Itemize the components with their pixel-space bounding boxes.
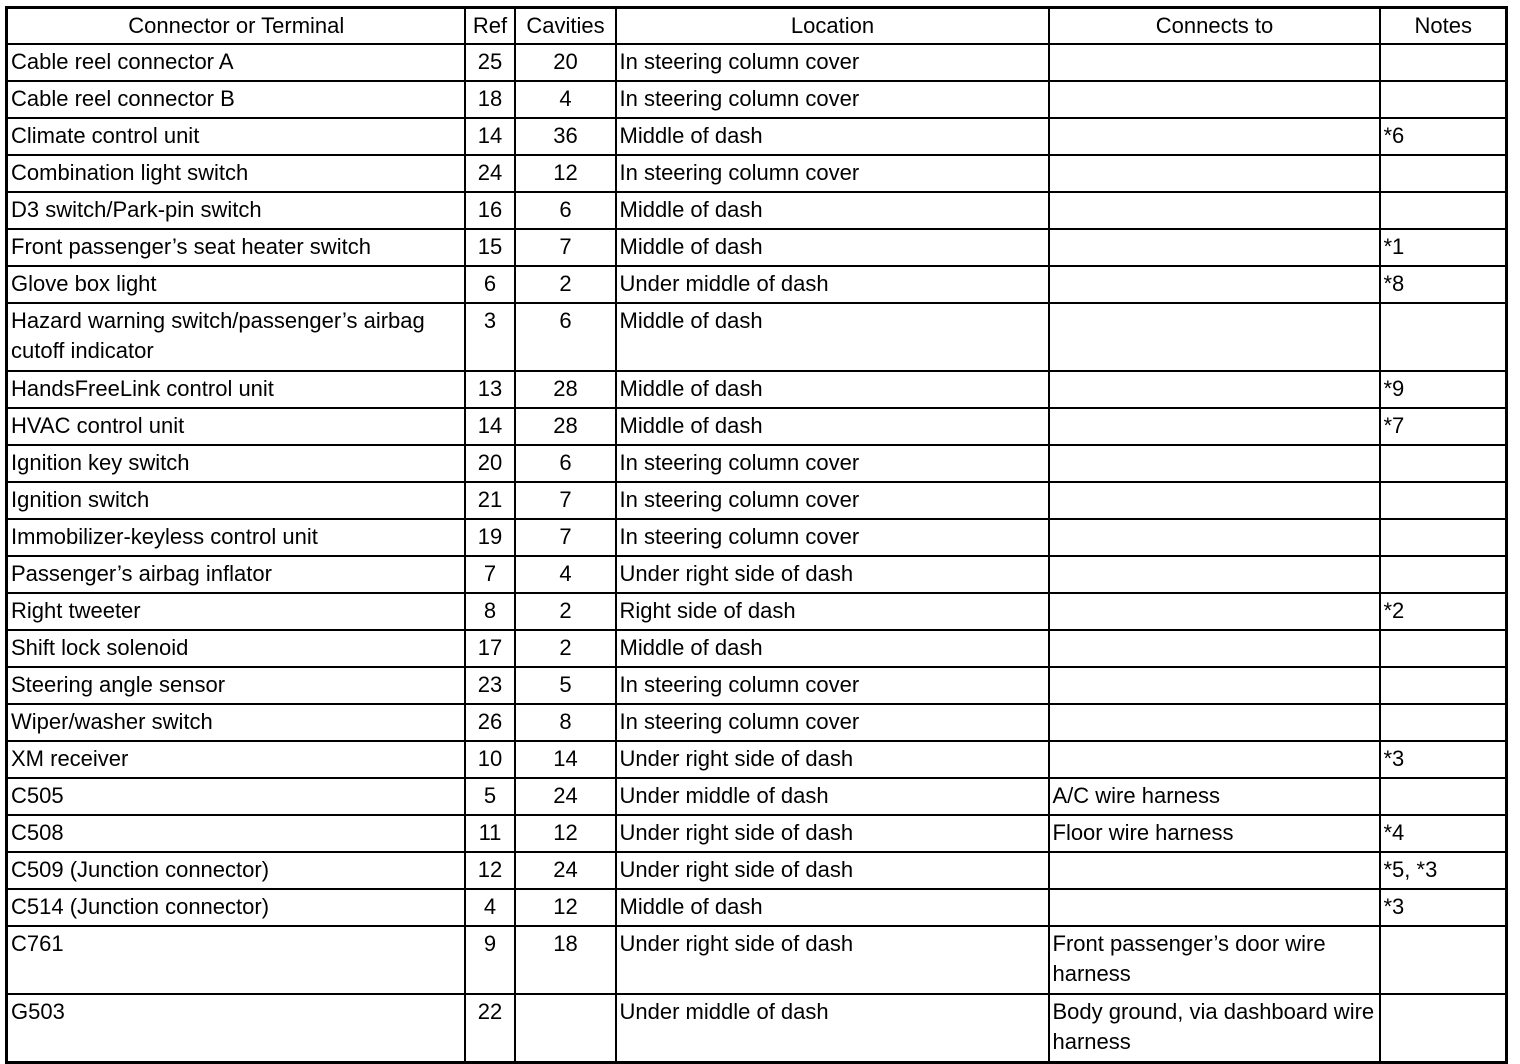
cell-ref: 20 (465, 445, 515, 482)
cell-notes: *7 (1380, 408, 1507, 445)
cell-notes (1380, 926, 1507, 994)
cell-cavities: 28 (515, 408, 616, 445)
table-row (7, 118, 1507, 155)
cell-ref: 9 (465, 926, 515, 994)
cell-ref: 14 (465, 118, 515, 155)
cell-ref: 7 (465, 556, 515, 593)
cell-notes (1380, 192, 1507, 229)
cell-notes (1380, 519, 1507, 556)
cell-connects-to (1049, 889, 1380, 926)
cell-connects-to (1049, 630, 1380, 667)
cell-ref: 26 (465, 704, 515, 741)
cell-location: Middle of dash (616, 118, 1049, 155)
cell-connects-to: Front passenger’s door wire harness (1049, 926, 1380, 994)
cell-connector: Cable reel connector B (7, 81, 465, 118)
table-row (7, 593, 1507, 630)
table-row (7, 266, 1507, 303)
cell-location: Under middle of dash (616, 778, 1049, 815)
cell-connects-to (1049, 118, 1380, 155)
cell-location: Middle of dash (616, 371, 1049, 408)
cell-connector: Ignition key switch (7, 445, 465, 482)
cell-connects-to (1049, 266, 1380, 303)
cell-connects-to (1049, 445, 1380, 482)
cell-connector: Shift lock solenoid (7, 630, 465, 667)
header-cavities: Cavities (515, 8, 616, 45)
cell-location: Under right side of dash (616, 741, 1049, 778)
cell-connects-to: A/C wire harness (1049, 778, 1380, 815)
cell-cavities: 4 (515, 81, 616, 118)
cell-cavities: 7 (515, 482, 616, 519)
cell-notes: *5, *3 (1380, 852, 1507, 889)
table-row (7, 852, 1507, 889)
connector-table (5, 6, 1508, 1064)
table-row (7, 371, 1507, 408)
cell-cavities: 6 (515, 192, 616, 229)
cell-ref: 12 (465, 852, 515, 889)
table-row (7, 556, 1507, 593)
cell-cavities: 20 (515, 44, 616, 81)
table-row (7, 81, 1507, 118)
cell-connects-to (1049, 852, 1380, 889)
cell-cavities: 7 (515, 519, 616, 556)
cell-cavities: 6 (515, 303, 616, 371)
table-row (7, 630, 1507, 667)
cell-location: In steering column cover (616, 445, 1049, 482)
cell-ref: 16 (465, 192, 515, 229)
table-row (7, 994, 1507, 1063)
cell-location: In steering column cover (616, 519, 1049, 556)
table-row (7, 192, 1507, 229)
cell-connector: D3 switch/Park-pin switch (7, 192, 465, 229)
cell-connects-to (1049, 81, 1380, 118)
cell-cavities: 28 (515, 371, 616, 408)
cell-ref: 4 (465, 889, 515, 926)
cell-connector: Immobilizer-keyless control unit (7, 519, 465, 556)
cell-ref: 3 (465, 303, 515, 371)
cell-ref: 24 (465, 155, 515, 192)
cell-connector: Passenger’s airbag inflator (7, 556, 465, 593)
cell-location: Middle of dash (616, 630, 1049, 667)
cell-ref: 14 (465, 408, 515, 445)
cell-cavities: 2 (515, 593, 616, 630)
cell-location: In steering column cover (616, 482, 1049, 519)
header-notes: Notes (1380, 8, 1507, 45)
cell-connector: Wiper/washer switch (7, 704, 465, 741)
cell-connector: G503 (7, 994, 465, 1063)
header-ref: Ref (465, 8, 515, 45)
cell-notes (1380, 44, 1507, 81)
cell-notes (1380, 482, 1507, 519)
cell-ref: 13 (465, 371, 515, 408)
table-row (7, 155, 1507, 192)
cell-ref: 18 (465, 81, 515, 118)
cell-ref: 6 (465, 266, 515, 303)
table-row (7, 815, 1507, 852)
cell-cavities: 12 (515, 155, 616, 192)
cell-ref: 11 (465, 815, 515, 852)
cell-connector: Steering angle sensor (7, 667, 465, 704)
table-row (7, 704, 1507, 741)
cell-cavities: 6 (515, 445, 616, 482)
cell-connector: C509 (Junction connector) (7, 852, 465, 889)
cell-location: Under right side of dash (616, 815, 1049, 852)
cell-connector: Ignition switch (7, 482, 465, 519)
cell-connects-to (1049, 556, 1380, 593)
cell-ref: 19 (465, 519, 515, 556)
cell-notes (1380, 81, 1507, 118)
cell-location: In steering column cover (616, 667, 1049, 704)
cell-notes (1380, 630, 1507, 667)
cell-notes: *2 (1380, 593, 1507, 630)
cell-cavities: 14 (515, 741, 616, 778)
cell-connects-to (1049, 704, 1380, 741)
cell-location: Under right side of dash (616, 556, 1049, 593)
table-body (7, 44, 1507, 1063)
table-row (7, 44, 1507, 81)
cell-notes (1380, 778, 1507, 815)
cell-cavities: 2 (515, 266, 616, 303)
cell-location: Under right side of dash (616, 852, 1049, 889)
cell-connector: HVAC control unit (7, 408, 465, 445)
cell-notes (1380, 667, 1507, 704)
cell-connects-to: Body ground, via dashboard wire harness (1049, 994, 1380, 1063)
cell-notes: *8 (1380, 266, 1507, 303)
cell-cavities: 12 (515, 889, 616, 926)
header-connects-to: Connects to (1049, 8, 1380, 45)
cell-connects-to (1049, 482, 1380, 519)
cell-notes: *9 (1380, 371, 1507, 408)
cell-connector: XM receiver (7, 741, 465, 778)
table-row (7, 519, 1507, 556)
table-row (7, 408, 1507, 445)
cell-notes (1380, 155, 1507, 192)
cell-cavities: 5 (515, 667, 616, 704)
table-row (7, 445, 1507, 482)
table-row (7, 482, 1507, 519)
cell-ref: 23 (465, 667, 515, 704)
cell-notes: *4 (1380, 815, 1507, 852)
header-connector: Connector or Terminal (7, 8, 465, 45)
cell-connects-to (1049, 371, 1380, 408)
table-row (7, 926, 1507, 994)
cell-connector: Front passenger’s seat heater switch (7, 229, 465, 266)
cell-connector: Glove box light (7, 266, 465, 303)
cell-cavities: 7 (515, 229, 616, 266)
cell-notes: *6 (1380, 118, 1507, 155)
cell-connector: Climate control unit (7, 118, 465, 155)
cell-connector: Combination light switch (7, 155, 465, 192)
cell-cavities: 24 (515, 852, 616, 889)
cell-ref: 5 (465, 778, 515, 815)
cell-connector: Hazard warning switch/passenger’s airbag cutoff indicator (7, 303, 465, 371)
cell-connector: C508 (7, 815, 465, 852)
cell-location: Under middle of dash (616, 994, 1049, 1063)
cell-location: In steering column cover (616, 81, 1049, 118)
table-header-row (7, 8, 1507, 45)
cell-connector: C761 (7, 926, 465, 994)
cell-ref: 10 (465, 741, 515, 778)
cell-connects-to: Floor wire harness (1049, 815, 1380, 852)
cell-connects-to (1049, 593, 1380, 630)
cell-location: In steering column cover (616, 155, 1049, 192)
cell-connects-to (1049, 229, 1380, 266)
cell-connector: C505 (7, 778, 465, 815)
cell-cavities: 36 (515, 118, 616, 155)
table-row (7, 303, 1507, 371)
table-row (7, 778, 1507, 815)
cell-location: In steering column cover (616, 44, 1049, 81)
cell-connects-to (1049, 519, 1380, 556)
cell-connects-to (1049, 303, 1380, 371)
cell-notes (1380, 303, 1507, 371)
header-location: Location (616, 8, 1049, 45)
table-row (7, 229, 1507, 266)
cell-ref: 22 (465, 994, 515, 1063)
cell-location: Middle of dash (616, 889, 1049, 926)
cell-ref: 8 (465, 593, 515, 630)
cell-ref: 17 (465, 630, 515, 667)
cell-location: In steering column cover (616, 704, 1049, 741)
cell-location: Under right side of dash (616, 926, 1049, 994)
cell-connects-to (1049, 408, 1380, 445)
cell-notes: *1 (1380, 229, 1507, 266)
cell-notes: *3 (1380, 889, 1507, 926)
cell-cavities (515, 994, 616, 1063)
cell-ref: 15 (465, 229, 515, 266)
cell-cavities: 2 (515, 630, 616, 667)
cell-connects-to (1049, 44, 1380, 81)
cell-cavities: 18 (515, 926, 616, 994)
table-row (7, 889, 1507, 926)
table-row (7, 667, 1507, 704)
cell-cavities: 12 (515, 815, 616, 852)
cell-connector: Cable reel connector A (7, 44, 465, 81)
cell-location: Right side of dash (616, 593, 1049, 630)
cell-location: Middle of dash (616, 408, 1049, 445)
cell-ref: 21 (465, 482, 515, 519)
cell-connector: Right tweeter (7, 593, 465, 630)
cell-cavities: 24 (515, 778, 616, 815)
cell-ref: 25 (465, 44, 515, 81)
cell-notes (1380, 445, 1507, 482)
cell-location: Middle of dash (616, 192, 1049, 229)
table-row (7, 741, 1507, 778)
connector-table-sheet (5, 6, 1508, 1064)
cell-connector: HandsFreeLink control unit (7, 371, 465, 408)
cell-notes: *3 (1380, 741, 1507, 778)
cell-location: Middle of dash (616, 229, 1049, 266)
cell-connects-to (1049, 155, 1380, 192)
cell-location: Under middle of dash (616, 266, 1049, 303)
cell-cavities: 4 (515, 556, 616, 593)
cell-connects-to (1049, 192, 1380, 229)
cell-cavities: 8 (515, 704, 616, 741)
cell-notes (1380, 556, 1507, 593)
cell-connector: C514 (Junction connector) (7, 889, 465, 926)
cell-connects-to (1049, 741, 1380, 778)
cell-connects-to (1049, 667, 1380, 704)
cell-notes (1380, 994, 1507, 1063)
cell-location: Middle of dash (616, 303, 1049, 371)
cell-notes (1380, 704, 1507, 741)
